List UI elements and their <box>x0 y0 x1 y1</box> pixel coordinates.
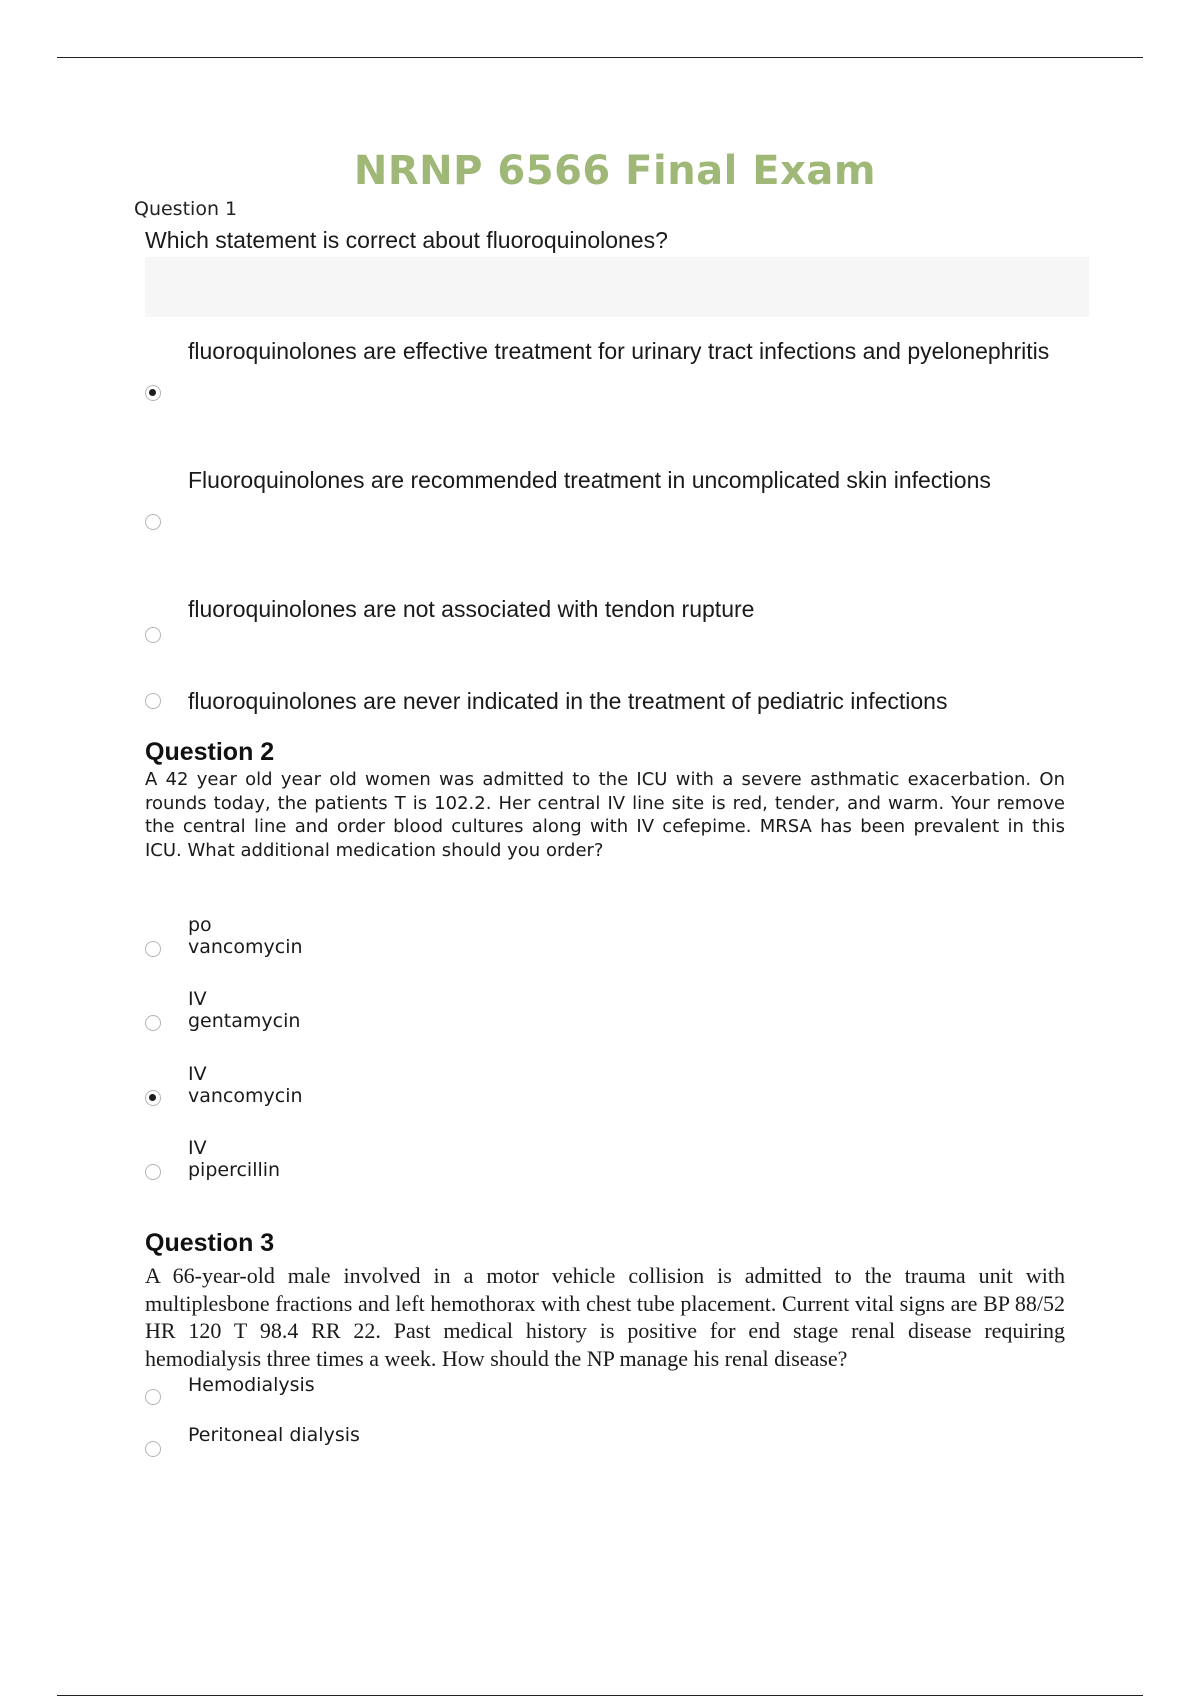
q2-option-4-route: IV <box>188 1137 207 1159</box>
q1-option-4[interactable] <box>145 685 1085 725</box>
q1-option-4-text: fluoroquinolones are never indicated in the treatment of pediatric infections <box>188 688 948 714</box>
q2-option-3[interactable] <box>145 1063 545 1113</box>
q3-option-1[interactable] <box>145 1374 545 1424</box>
q2-option-3-radio[interactable] <box>145 1090 161 1106</box>
q1-option-3-radio[interactable] <box>145 627 161 643</box>
q3-option-2[interactable] <box>145 1424 545 1474</box>
q2-option-1-route: po <box>188 914 212 936</box>
q2-option-2-route: IV <box>188 988 207 1010</box>
q2-option-3-route: IV <box>188 1063 207 1085</box>
q1-option-3[interactable] <box>145 593 1085 643</box>
q1-option-1-radio[interactable] <box>145 385 161 401</box>
q2-option-4[interactable] <box>145 1137 545 1187</box>
q2-option-2-radio[interactable] <box>145 1015 161 1031</box>
question-3-text: A 66-year-old male involved in a motor vehicle collision is admitted to the trauma unit with multiplesbone fractions and left hemothorax with chest tube placement. Current vital signs are BP 88/52 HR 120 T 98.4 RR 22. Past medical history is positive for end stage renal disease requiring hemodialysis three times a week. How should the NP manage his renal disease? <box>145 1263 1065 1371</box>
q1-option-1-text: fluoroquinolones are effective treatment for urinary tract infections and pyelonephritis <box>188 338 1050 364</box>
page-title: NRNP 6566 Final Exam <box>353 148 877 194</box>
q2-option-4-drug: pipercillin <box>188 1159 281 1181</box>
question-3-heading: Question 3 <box>145 1229 275 1257</box>
top-rule <box>57 57 1143 58</box>
q1-option-2[interactable] <box>145 464 1085 544</box>
q3-option-2-radio[interactable] <box>145 1441 161 1457</box>
question-2-heading: Question 2 <box>145 738 275 766</box>
q2-option-1-drug: vancomycin <box>188 936 303 958</box>
q2-option-1[interactable] <box>145 914 545 964</box>
q1-option-4-radio[interactable] <box>145 693 161 709</box>
q2-option-2-drug: gentamycin <box>188 1010 301 1032</box>
q3-option-2-text: Peritoneal dialysis <box>188 1424 360 1446</box>
question-1-label: Question 1 <box>134 198 238 220</box>
q2-option-3-drug: vancomycin <box>188 1085 303 1107</box>
q2-option-2[interactable] <box>145 988 545 1038</box>
q1-option-3-text: fluoroquinolones are not associated with tendon rupture <box>188 596 755 622</box>
q2-option-1-radio[interactable] <box>145 941 161 957</box>
q1-option-2-radio[interactable] <box>145 514 161 530</box>
question-2-text: A 42 year old year old women was admitted to the ICU with a severe asthmatic exacerbation. On rounds today, the patients T is 102.2. Her central IV line site is red, tender, and warm. Your remove the central line and order blood cultures along with IV cefepime. MRSA has been prevalent in this ICU. What additional medication should you order? <box>145 769 1065 861</box>
q3-option-1-text: Hemodialysis <box>188 1374 315 1396</box>
bottom-rule <box>57 1695 1143 1696</box>
question-1-text: Which statement is correct about fluoroquinolones? <box>145 227 668 253</box>
q1-option-2-text: Fluoroquinolones are recommended treatment in uncomplicated skin infections <box>188 467 991 493</box>
q2-option-4-radio[interactable] <box>145 1164 161 1180</box>
q3-option-1-radio[interactable] <box>145 1389 161 1405</box>
q1-option-1[interactable] <box>145 335 1085 415</box>
answer-area-band <box>145 257 1089 317</box>
